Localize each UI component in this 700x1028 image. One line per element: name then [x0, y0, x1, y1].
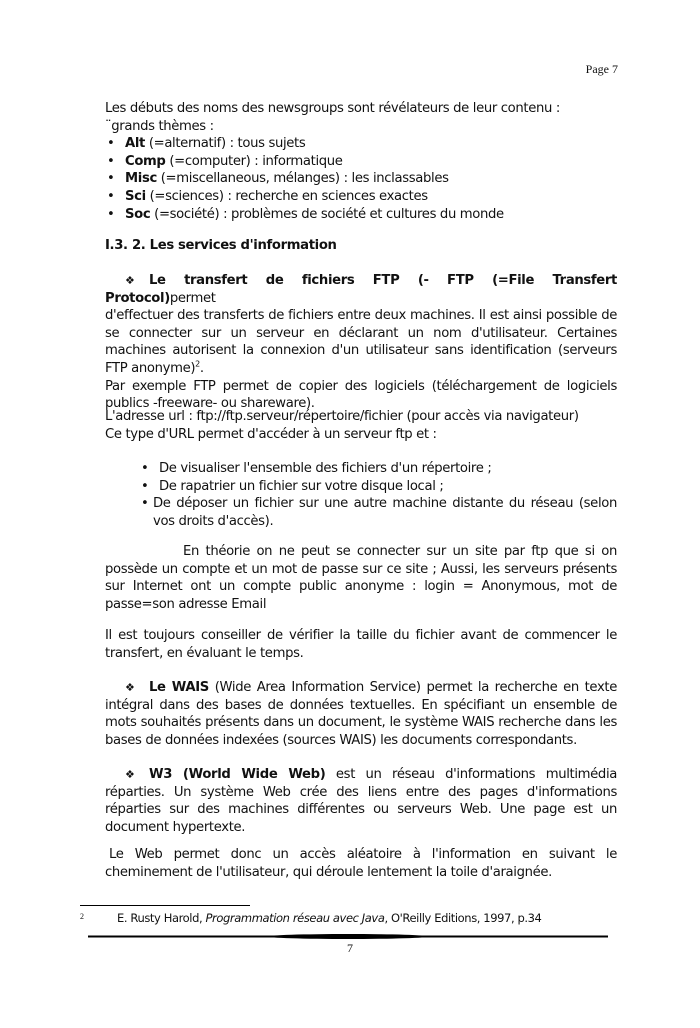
newsgroups-section: [105, 100, 617, 223]
ftp-title-line: [105, 272, 617, 307]
footnote-separator: [80, 905, 250, 906]
bullet-icon: •: [107, 188, 115, 204]
action-text: De rapatrier un fichier sur votre disque local ;: [159, 478, 444, 494]
action-text: De déposer un fichier sur une autre machine distante du réseau (selon vos droits d'accès).: [153, 496, 617, 529]
diamond-bullet-icon: ❖: [125, 768, 135, 781]
ftp-section: [105, 272, 617, 413]
ftp-text-end: .: [199, 360, 204, 376]
ftp-description: [105, 307, 617, 377]
url-line-1: L'adresse url : ftp://ftp.serveur/répertoire/fichier (pour accès via navigateur): [105, 409, 579, 424]
bullet-icon: •: [107, 153, 115, 169]
list-item: [105, 188, 617, 206]
url-line-2: Ce type d'URL permet d'accéder à un serveur ftp et :: [105, 426, 437, 442]
theory-paragraph: En théorie on ne peut se connecter sur un site par ftp que si on possède un compte et un mot de passe sur ce site ; Aussi, les serveurs présents sur Internet ont un compte public anonyme : login = Anonymous, mot de passe=son adresse Email: [105, 544, 617, 612]
newsgroup-name: Misc: [125, 171, 157, 187]
list-item: [105, 495, 617, 530]
url-section: [105, 408, 617, 443]
list-item: [105, 478, 617, 496]
ftp-example: Par exemple FTP permet de copier des logiciels (téléchargement de logiciels publics -freeware- ou shareware).: [105, 378, 617, 412]
wais-text: (Wide Area Information Service) permet la recherche en texte intégral dans des bases de données textuelles. En spécifiant un ensemble de mots souhaités présents dans un document, le système WAIS recherche dans les bases de données indexées (sources WAIS) les documents correspondants.: [105, 680, 617, 748]
bullet-icon: •: [141, 461, 149, 476]
newsgroup-desc: (=computer) : informatique: [165, 153, 343, 169]
w3-text: est un réseau d'informations multimédia réparties. Un système Web crée des liens entre des pages d'informations réparties sur des machines différentes ou serveurs Web. Une page est un document hypertexte.: [105, 767, 617, 835]
newsgroup-name: Soc: [125, 206, 151, 222]
list-item: [105, 170, 617, 188]
diamond-bullet-icon: ❖: [125, 274, 135, 287]
intro-line-2: ¨grands thèmes :: [105, 118, 214, 134]
bullet-icon: •: [107, 171, 115, 187]
newsgroups-list: [105, 135, 617, 223]
intro-line-1: Les débuts des noms des newsgroups sont révélateurs de leur contenu :: [105, 101, 560, 116]
footer-divider: [88, 935, 608, 938]
footnote-reference[interactable]: 2: [195, 359, 200, 369]
section-heading: I.3. 2. Les services d'information: [105, 238, 337, 253]
bullet-icon: •: [107, 136, 115, 152]
list-item: [105, 153, 617, 171]
diamond-bullet-icon: ❖: [125, 681, 135, 694]
wais-section: [105, 679, 617, 749]
bullet-icon: •: [107, 206, 115, 222]
newsgroup-desc: (=alternatif) : tous sujets: [144, 136, 306, 152]
page-header-label: Page 7: [585, 62, 618, 76]
web-conclusion-paragraph: Le Web permet donc un accès aléatoire à l'information en suivant le cheminement de l'utilisateur, qui déroule lentement la toile d'araignée.: [105, 847, 617, 880]
newsgroup-name: Alt: [125, 136, 145, 152]
footnote-number: 2: [80, 912, 84, 921]
page-number: 7: [347, 941, 353, 955]
footnote-author: E. Rusty Harold,: [117, 911, 206, 925]
action-text: De visualiser l'ensemble des fichiers d'un répertoire ;: [159, 461, 492, 476]
ftp-actions-list: [105, 460, 617, 530]
bullet-icon: •: [141, 478, 149, 494]
footnote-text: [117, 911, 541, 925]
newsgroup-desc: (=miscellaneous, mélanges) : les inclassables: [156, 171, 449, 187]
newsgroup-desc: (=sciences) : recherche en sciences exactes: [145, 188, 428, 204]
wais-title: Le WAIS: [149, 680, 209, 695]
bullet-icon: •: [141, 496, 149, 512]
list-item: [105, 135, 617, 153]
w3-section: [105, 766, 617, 836]
ftp-title-rest: permet: [169, 290, 216, 306]
footnote-book-title: Programmation réseau avec Java: [205, 911, 385, 925]
newsgroup-name: Sci: [125, 188, 146, 204]
newsgroup-desc: (=société) : problèmes de société et cultures du monde: [150, 206, 504, 222]
w3-title: W3 (World Wide Web): [149, 767, 326, 782]
ftp-title: Le transfert de fichiers FTP (- FTP (=File Transfert Protocol): [105, 273, 617, 306]
ftp-actions-section: [105, 460, 617, 530]
newsgroup-name: Comp: [125, 153, 166, 169]
advice-paragraph: Il est toujours conseiller de vérifier la taille du fichier avant de commencer le transfert, en évaluant le temps.: [105, 628, 617, 661]
list-item: [105, 206, 617, 224]
ftp-text: d'effectuer des transferts de fichiers entre deux machines. Il est ainsi possible de se connecter sur un serveur en déclarant un nom d'utilisateur. Certaines machines autorisent la connexion d'un utilisateur sans identification (serveurs FTP anonyme): [105, 308, 617, 376]
list-item: [105, 460, 617, 478]
footnote-publisher: , O'Reilly Editions, 1997, p.34: [384, 911, 542, 925]
